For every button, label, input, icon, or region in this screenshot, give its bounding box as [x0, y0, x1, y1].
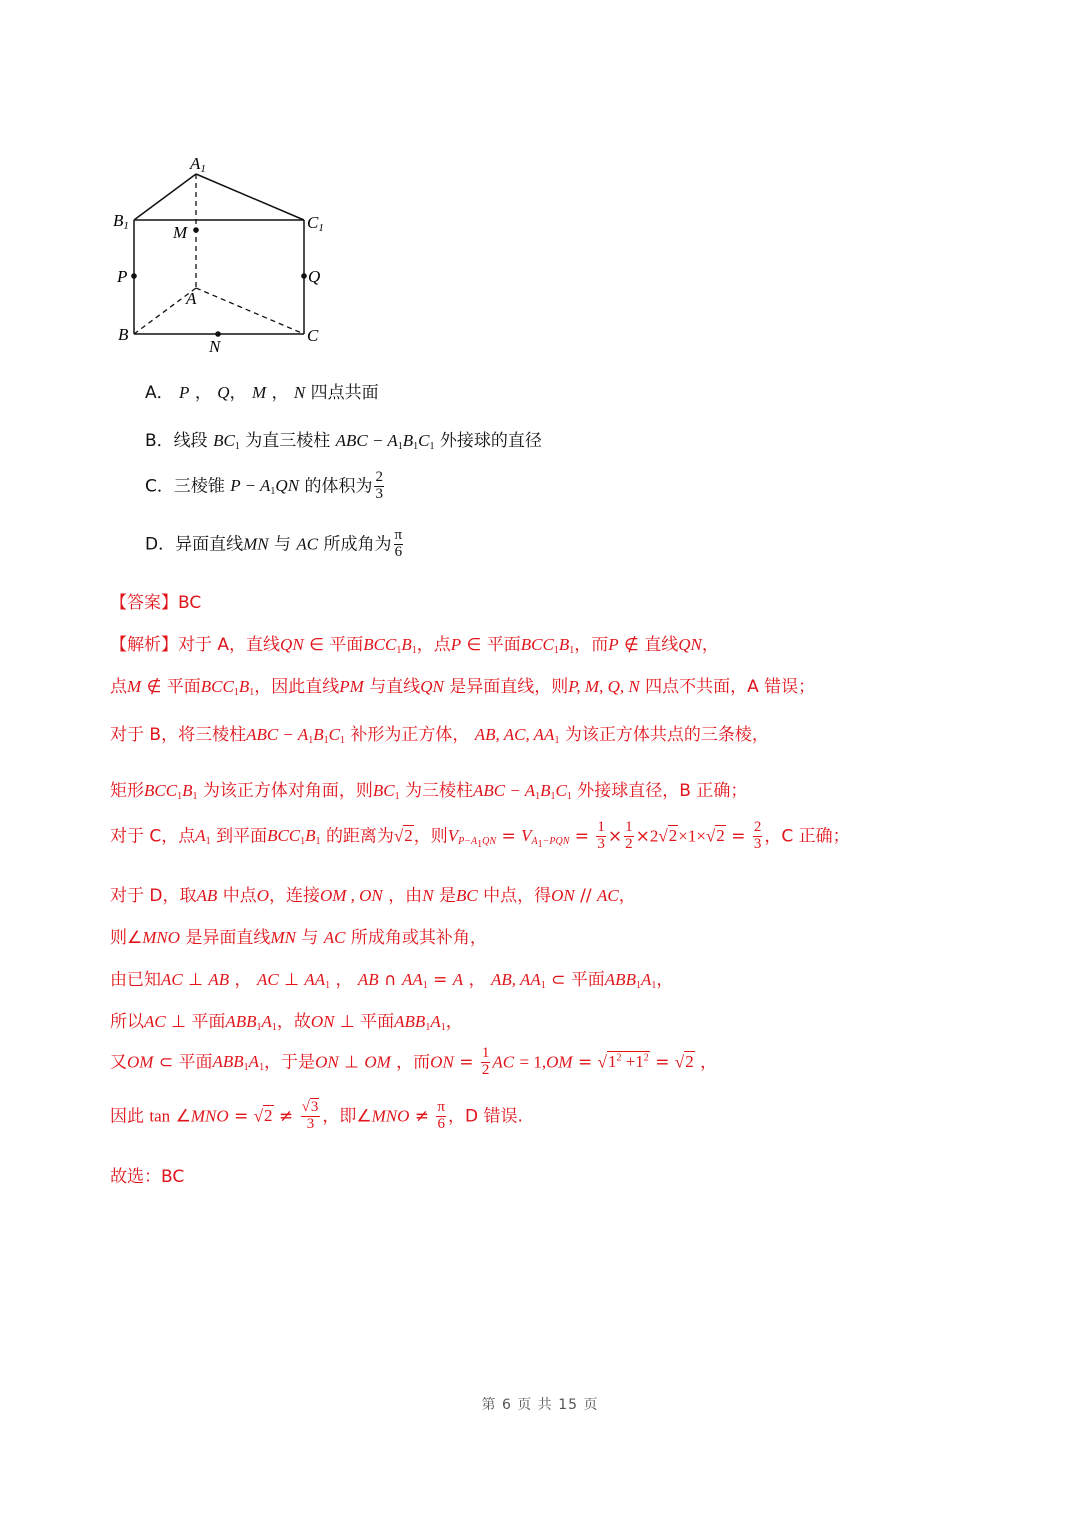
label-q: Q [308, 267, 321, 286]
label-a1: A [190, 154, 201, 173]
analysis-line-8: 由已知AC ⊥ AB ， AC ⊥ $AA_1$ ， AB ∩ $AA_1 = A$ ， AB, $AA_1$ ⊂ 平面$ABB_1A_1$， [110, 970, 674, 991]
option-c: C．三棱锥 $P - A_1QN$ 的体积为 $\frac{2}{3}$ [145, 469, 383, 502]
analysis-line-11: 因此 tan ∠MNO = √2 ≠ $\frac{√3}{3}$ ，即∠MNO ≠ $\frac{\pi}{6}$ ，D 错误. [110, 1099, 523, 1132]
svg-text:C1: C1 [307, 213, 324, 234]
label-n: N [209, 337, 221, 356]
label-m: M [173, 223, 188, 242]
analysis-line-9: 所以AC ⊥ 平面$ABB_1A_1$，故ON ⊥ 平面$ABB_1A_1$， [110, 1012, 463, 1033]
prism-figure [100, 150, 340, 360]
page-footer: 第 6 页 共 15 页 [481, 1397, 599, 1413]
analysis-line-2: 点M ∉ 平面$BCC_1B_1$，因此直线PM 与直线QN 是异面直线，则P, M, Q, N 四点不共面，A 错误； [110, 677, 816, 698]
analysis-line-10: 又OM ⊂ 平面$ABB_1A_1$，于是ON ⊥ OM ，而ON = $\frac{1}{2}$ AC = $1,OM = √1^2 +1^2 = √2$ ， [110, 1045, 718, 1078]
label-c1: C [307, 213, 319, 232]
analysis-line-12: 故选：BC [110, 1167, 185, 1187]
label-b1: B [113, 211, 124, 230]
label-c: C [307, 326, 319, 345]
label-a: A [186, 289, 197, 308]
analysis-line-1: 【解析】对于 A，直线QN ∈ 平面$BCC_1B_1$，点P ∈ 平面$BCC_1B_1$，而P ∉ 直线QN， [110, 635, 719, 656]
option-d: D．异面直线MN 与 AC 所成角为 $\frac{\pi}{6}$ [145, 527, 403, 560]
analysis-line-6: 对于 D，取AB 中点O，连接OM , ON ，由N 是BC 中点，得ON // AC， [110, 886, 636, 906]
svg-text:A1: A1 [190, 154, 206, 175]
analysis-line-3: 对于 B，将三棱柱ABC − $A_1B_1C_1$ 补形为正方体， AB, AC, $AA_1$ 为该正方体共点的三条棱， [110, 725, 769, 746]
option-b: B．线段 $BC_1$ 为直三棱柱 ABC − $A_1B_1C_1$ 外接球的直径 [145, 431, 542, 452]
svg-text:B1: B1 [113, 211, 129, 232]
label-p: P [117, 267, 128, 286]
analysis-line-5: 对于 C，点$A_1$ 到平面$BCC_1B_1$ 的距离为√2，则$V_{P-A_1QN} = V_{A_1-PQN}$ = $\frac{1}{3}$ × $\frac{1}{2}$ ×2√2×1×√2 = $\frac{2}{3}$ ，C 正确； [110, 819, 850, 852]
analysis-line-7: 则∠MNO 是异面直线MN 与 AC 所成角或其补角， [110, 928, 487, 948]
label-b: B [118, 325, 129, 344]
option-a: A． P ， Q， M ， N 四点共面 [145, 383, 379, 403]
answer: 【答案】BC [110, 593, 202, 613]
analysis-line-4: 矩形$BCC_1B_1$ 为该正方体对角面，则$BC_1$ 为三棱柱ABC − $A_1B_1C_1$ 外接球直径，B 正确； [110, 781, 748, 802]
